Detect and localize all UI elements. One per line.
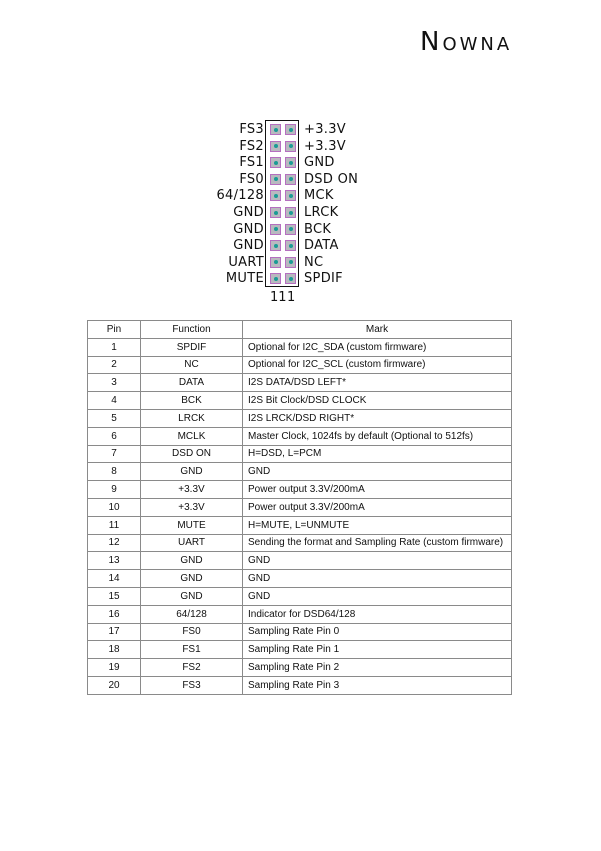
table-row [88,463,512,481]
table-row [88,587,512,605]
pin-pad-right [285,224,296,235]
cell-function: FS3 [141,676,243,694]
table-row [88,534,512,552]
table-row [88,605,512,623]
cell-mark: Power output 3.3V/200mA [243,498,512,516]
left-pin-label: GND [233,205,264,220]
pin-pad-left [270,207,281,218]
left-pin-label: FS0 [239,171,264,187]
table-row [88,552,512,570]
cell-function: +3.3V [141,481,243,499]
pin-pad-left [270,190,281,201]
table-row [88,427,512,445]
cell-pin: 4 [88,392,141,410]
cell-pin: 13 [88,552,141,570]
cell-pin: 2 [88,356,141,374]
pin-pad-left [270,141,281,152]
table-row [88,659,512,677]
cell-function: BCK [141,392,243,410]
pin-pad-right [285,174,296,185]
pin-header-box [265,120,299,287]
cell-mark: H=DSD, L=PCM [243,445,512,463]
header-mark: Mark [243,321,512,339]
pin-pad-right [285,240,296,251]
table-row [88,356,512,374]
pin-pad-left [270,224,281,235]
pin-number-1: 1 [287,290,296,305]
cell-function: 64/128 [141,605,243,623]
cell-mark: I2S DATA/DSD LEFT* [243,374,512,392]
cell-pin: 14 [88,570,141,588]
cell-pin: 7 [88,445,141,463]
cell-mark: H=MUTE, L=UNMUTE [243,516,512,534]
connector-diagram [0,0,601,310]
right-pin-label: BCK [304,221,332,237]
pin-pad-right [285,141,296,152]
table-row [88,498,512,516]
left-pin-label: FS3 [239,122,264,137]
cell-pin: 17 [88,623,141,641]
pin-table [87,320,512,695]
left-pin-label: FS2 [239,138,264,154]
header-pin: Pin [88,321,141,339]
table-row [88,516,512,534]
left-pin-label: MUTE [225,271,264,287]
cell-function: FS0 [141,623,243,641]
pin-pad-left [270,240,281,251]
pin-pad-right [285,257,296,268]
cell-mark: I2S Bit Clock/DSD CLOCK [243,392,512,410]
pin-pad-left [270,174,281,185]
pin-pad-right [285,207,296,218]
left-pin-label: GND [233,238,264,254]
table-header-row [88,321,512,339]
table-row [88,445,512,463]
pin-pad-right [285,190,296,201]
right-pin-label: GND [304,155,335,171]
cell-pin: 10 [88,498,141,516]
cell-function: DATA [141,374,243,392]
pin-pad-right [285,124,296,135]
cell-mark: Sampling Rate Pin 3 [243,676,512,694]
cell-mark: GND [243,552,512,570]
left-pin-label: UART [228,254,264,270]
cell-mark: Sampling Rate Pin 2 [243,659,512,677]
cell-pin: 8 [88,463,141,481]
table-body [88,338,512,694]
cell-mark: Master Clock, 1024fs by default (Optional to 512fs) [243,427,512,445]
cell-function: UART [141,534,243,552]
cell-function: NC [141,356,243,374]
table-row [88,481,512,499]
cell-function: LRCK [141,409,243,427]
cell-pin: 19 [88,659,141,677]
table-row [88,570,512,588]
cell-pin: 15 [88,587,141,605]
cell-pin: 9 [88,481,141,499]
cell-mark: I2S LRCK/DSD RIGHT* [243,409,512,427]
pin-pad-right [285,273,296,284]
cell-function: FS1 [141,641,243,659]
left-pin-label: GND [233,221,264,237]
cell-mark: Sampling Rate Pin 0 [243,623,512,641]
cell-pin: 11 [88,516,141,534]
cell-mark: Optional for I2C_SDA (custom firmware) [243,338,512,356]
cell-function: DSD ON [141,445,243,463]
table-row [88,374,512,392]
pin-pad-left [270,273,281,284]
cell-pin: 5 [88,409,141,427]
left-pin-label: 64/128 [216,188,264,204]
right-pin-label: NC [304,254,324,270]
cell-mark: Indicator for DSD64/128 [243,605,512,623]
table-row [88,409,512,427]
pin-pad-left [270,124,281,135]
cell-function: GND [141,463,243,481]
pin-pad-left [270,157,281,168]
cell-pin: 1 [88,338,141,356]
right-pin-label: DATA [304,238,339,254]
left-pin-label: FS1 [239,155,264,171]
right-pin-label: +3.3V [304,138,346,154]
pin-pad-right [285,157,296,168]
right-pin-label: +3.3V [304,122,346,137]
cell-mark: Sending the format and Sampling Rate (custom firmware) [243,534,512,552]
cell-pin: 12 [88,534,141,552]
cell-mark: Sampling Rate Pin 1 [243,641,512,659]
right-pin-label: MCK [304,188,334,204]
pin-number-11: 11 [270,290,287,305]
cell-pin: 20 [88,676,141,694]
cell-function: MCLK [141,427,243,445]
table-row [88,623,512,641]
header-function: Function [141,321,243,339]
cell-function: +3.3V [141,498,243,516]
right-pin-label: SPDIF [304,271,343,287]
cell-mark: Optional for I2C_SCL (custom firmware) [243,356,512,374]
cell-function: FS2 [141,659,243,677]
cell-pin: 6 [88,427,141,445]
cell-mark: Power output 3.3V/200mA [243,481,512,499]
cell-pin: 16 [88,605,141,623]
cell-pin: 3 [88,374,141,392]
cell-function: MUTE [141,516,243,534]
cell-mark: GND [243,463,512,481]
right-pin-label: LRCK [304,205,339,220]
table-row [88,676,512,694]
cell-function: GND [141,570,243,588]
right-pin-label: DSD ON [304,171,359,187]
cell-pin: 18 [88,641,141,659]
cell-function: SPDIF [141,338,243,356]
table-row [88,392,512,410]
cell-function: GND [141,587,243,605]
cell-mark: GND [243,570,512,588]
pin-pad-left [270,257,281,268]
table-row [88,338,512,356]
cell-mark: GND [243,587,512,605]
table-row [88,641,512,659]
brand-logo-text: Nowna [420,27,513,57]
cell-function: GND [141,552,243,570]
